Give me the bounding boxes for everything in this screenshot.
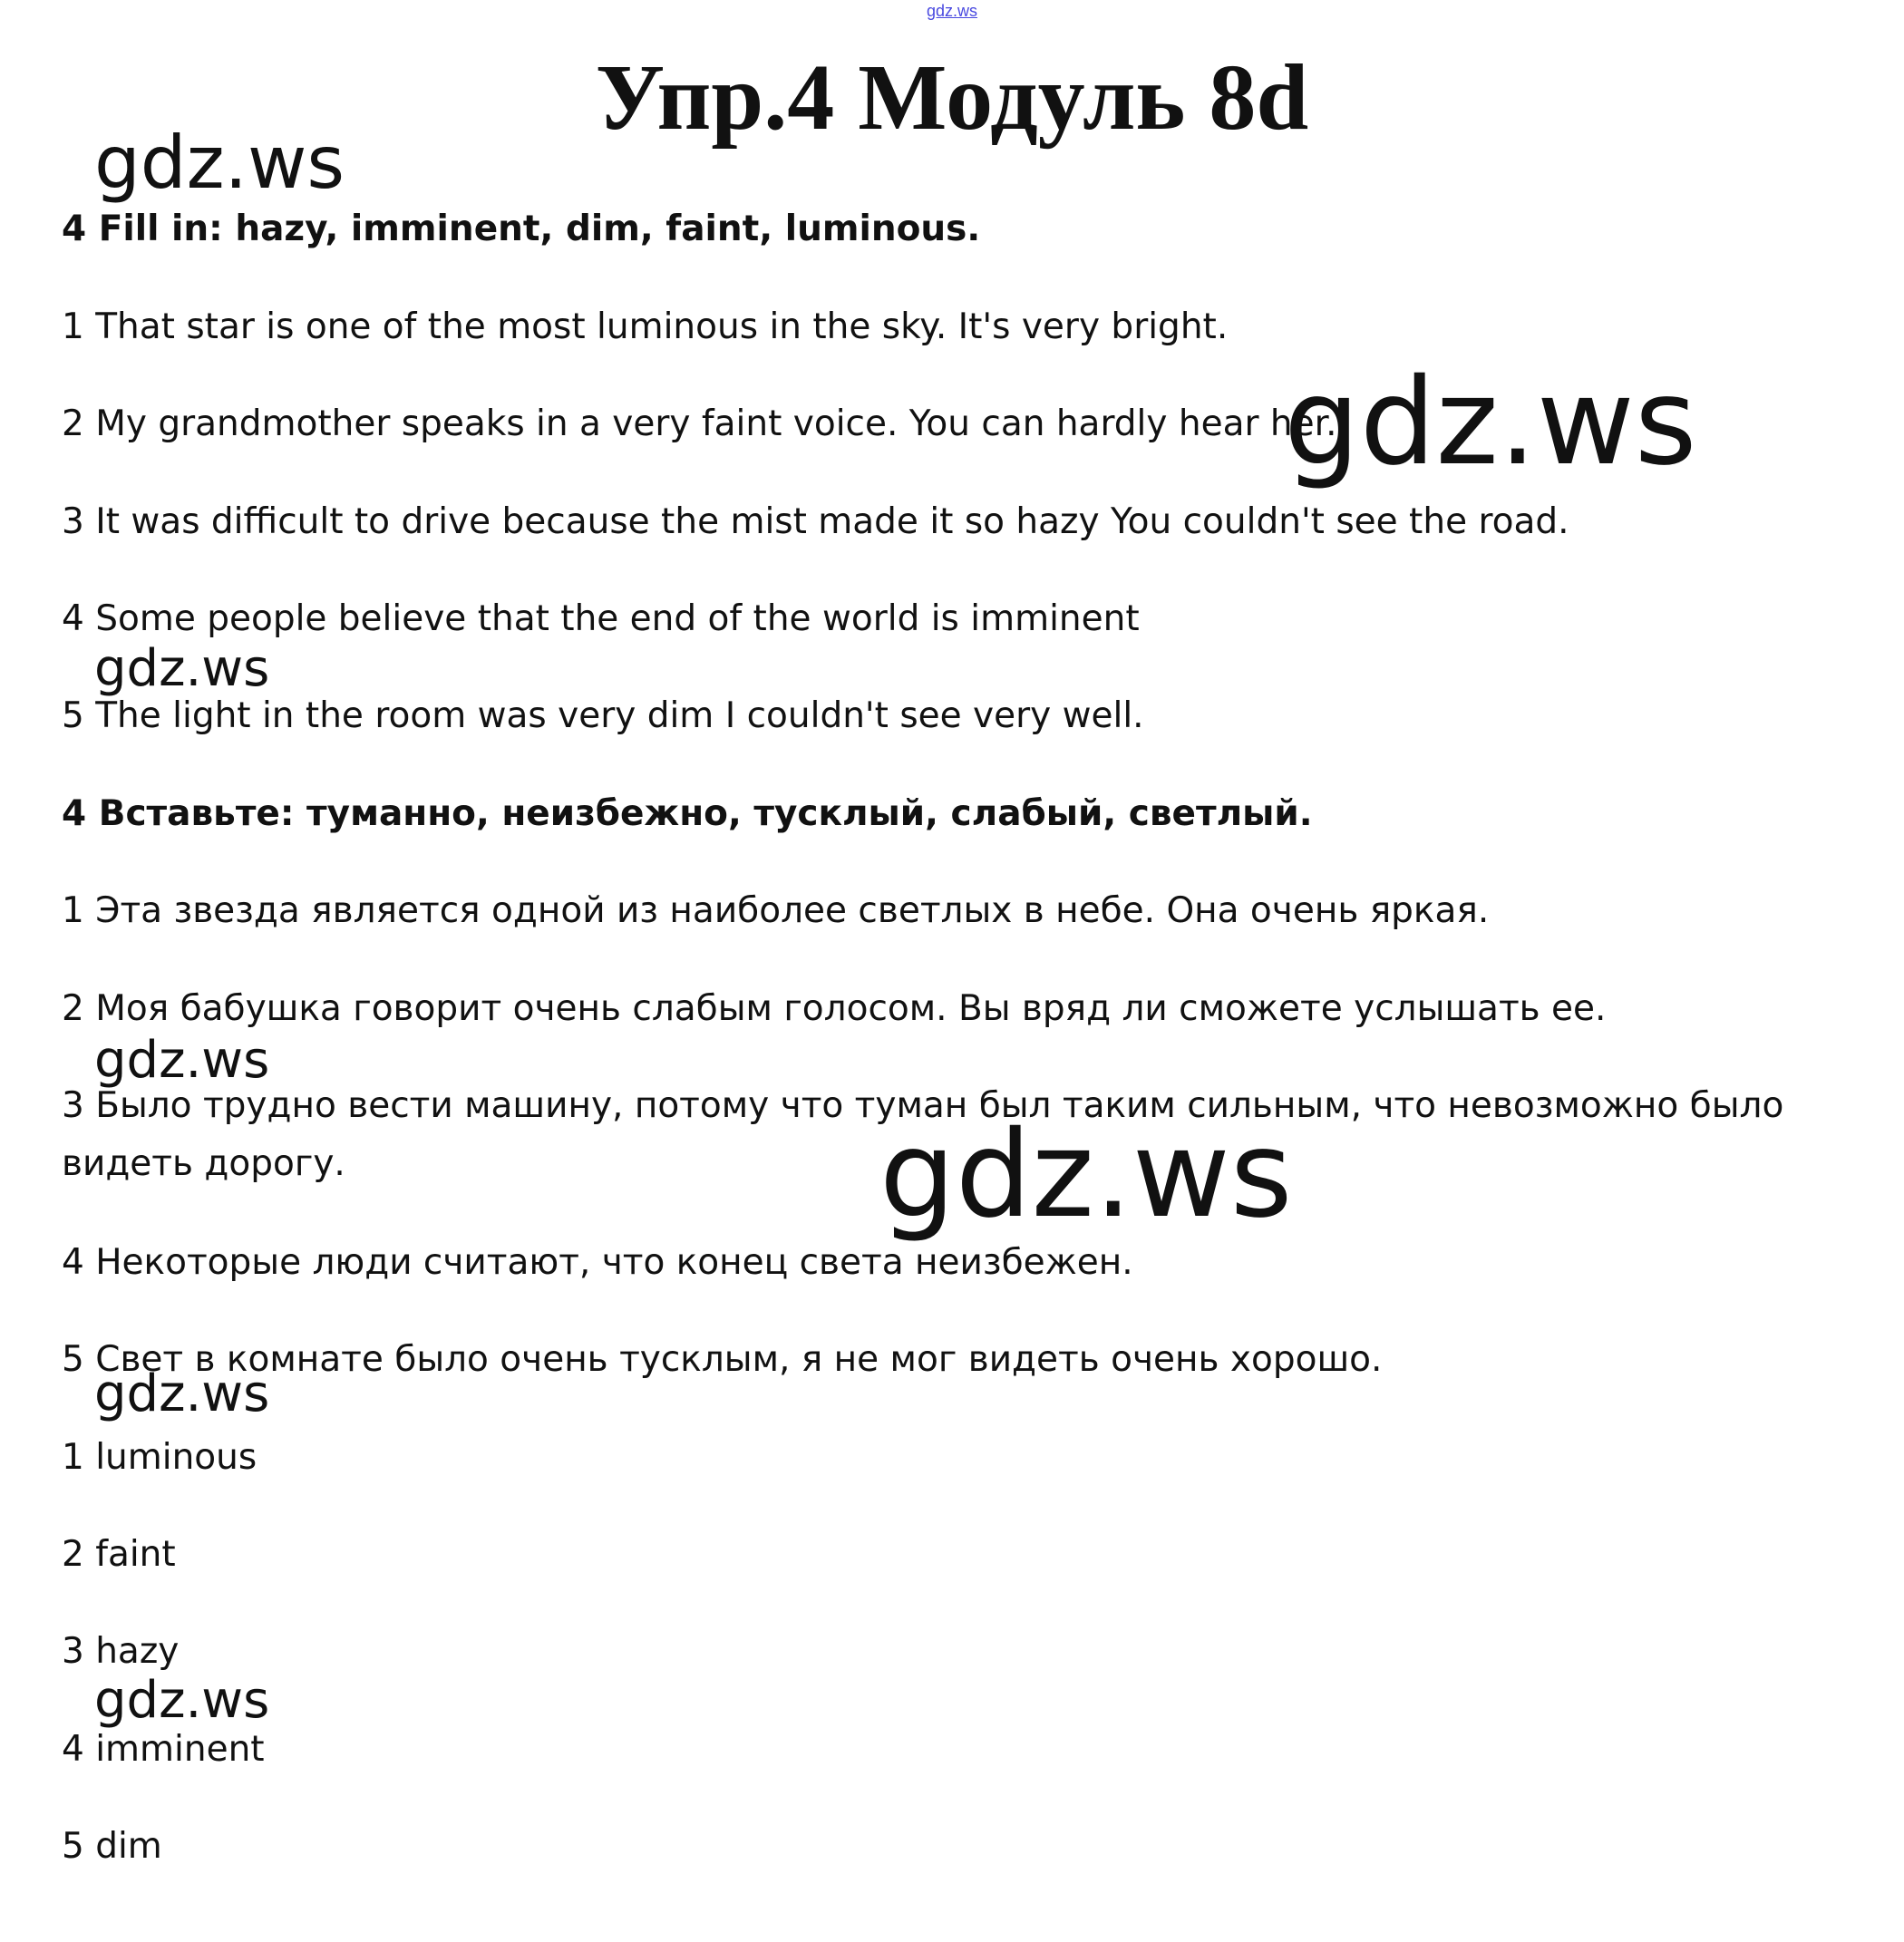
watermark: gdz.ws: [1284, 353, 1697, 492]
russian-sentence-4: 4 Некоторые люди считают, что конец света неизбежен.: [62, 1242, 1133, 1283]
english-sentence-1: 1 That star is one of the most luminous in the sky. It's very bright.: [62, 306, 1229, 347]
watermark: gdz.ws: [94, 1364, 270, 1423]
answer-4: 4 imminent: [62, 1729, 265, 1770]
watermark: gdz.ws: [879, 1105, 1293, 1245]
answer-2: 2 faint: [62, 1534, 176, 1575]
english-sentence-3: 3 It was difficult to drive because the mist made it so hazy You couldn't see the road.: [62, 501, 1569, 542]
russian-sentence-1: 1 Эта звезда является одной из наиболее светлых в небе. Она очень яркая.: [62, 890, 1490, 931]
watermark: gdz.ws: [94, 639, 270, 698]
watermark: gdz.ws: [94, 1671, 270, 1730]
english-sentence-2: 2 My grandmother speaks in a very faint voice. You can hardly hear her.: [62, 403, 1337, 444]
answer-3: 3 hazy: [62, 1631, 180, 1672]
page-title: Упр.4 Модуль 8d: [595, 45, 1309, 150]
english-sentence-5: 5 The light in the room was very dim I couldn't see very well.: [62, 695, 1144, 736]
russian-instruction: 4 Вставьте: туманно, неизбежно, тусклый, слабый, светлый.: [62, 793, 1313, 834]
site-link[interactable]: gdz.ws: [926, 2, 978, 20]
watermark: gdz.ws: [94, 1031, 270, 1090]
russian-sentence-5: 5 Свет в комнате было очень тусклым, я не мог видеть очень хорошо.: [62, 1339, 1383, 1380]
russian-sentence-2: 2 Моя бабушка говорит очень слабым голосом. Вы вряд ли сможете услышать ее.: [62, 988, 1607, 1029]
answer-5: 5 dim: [62, 1826, 162, 1867]
answer-1: 1 luminous: [62, 1437, 257, 1478]
english-instruction: 4 Fill in: hazy, imminent, dim, faint, luminous.: [62, 209, 981, 249]
watermark: gdz.ws: [94, 121, 345, 205]
english-sentence-4: 4 Some people believe that the end of the world is imminent: [62, 598, 1140, 639]
russian-sentence-3: 3 Было трудно вести машину, потому что туман был таким сильным, что невозможно было видеть дорогу.: [62, 1085, 1784, 1184]
